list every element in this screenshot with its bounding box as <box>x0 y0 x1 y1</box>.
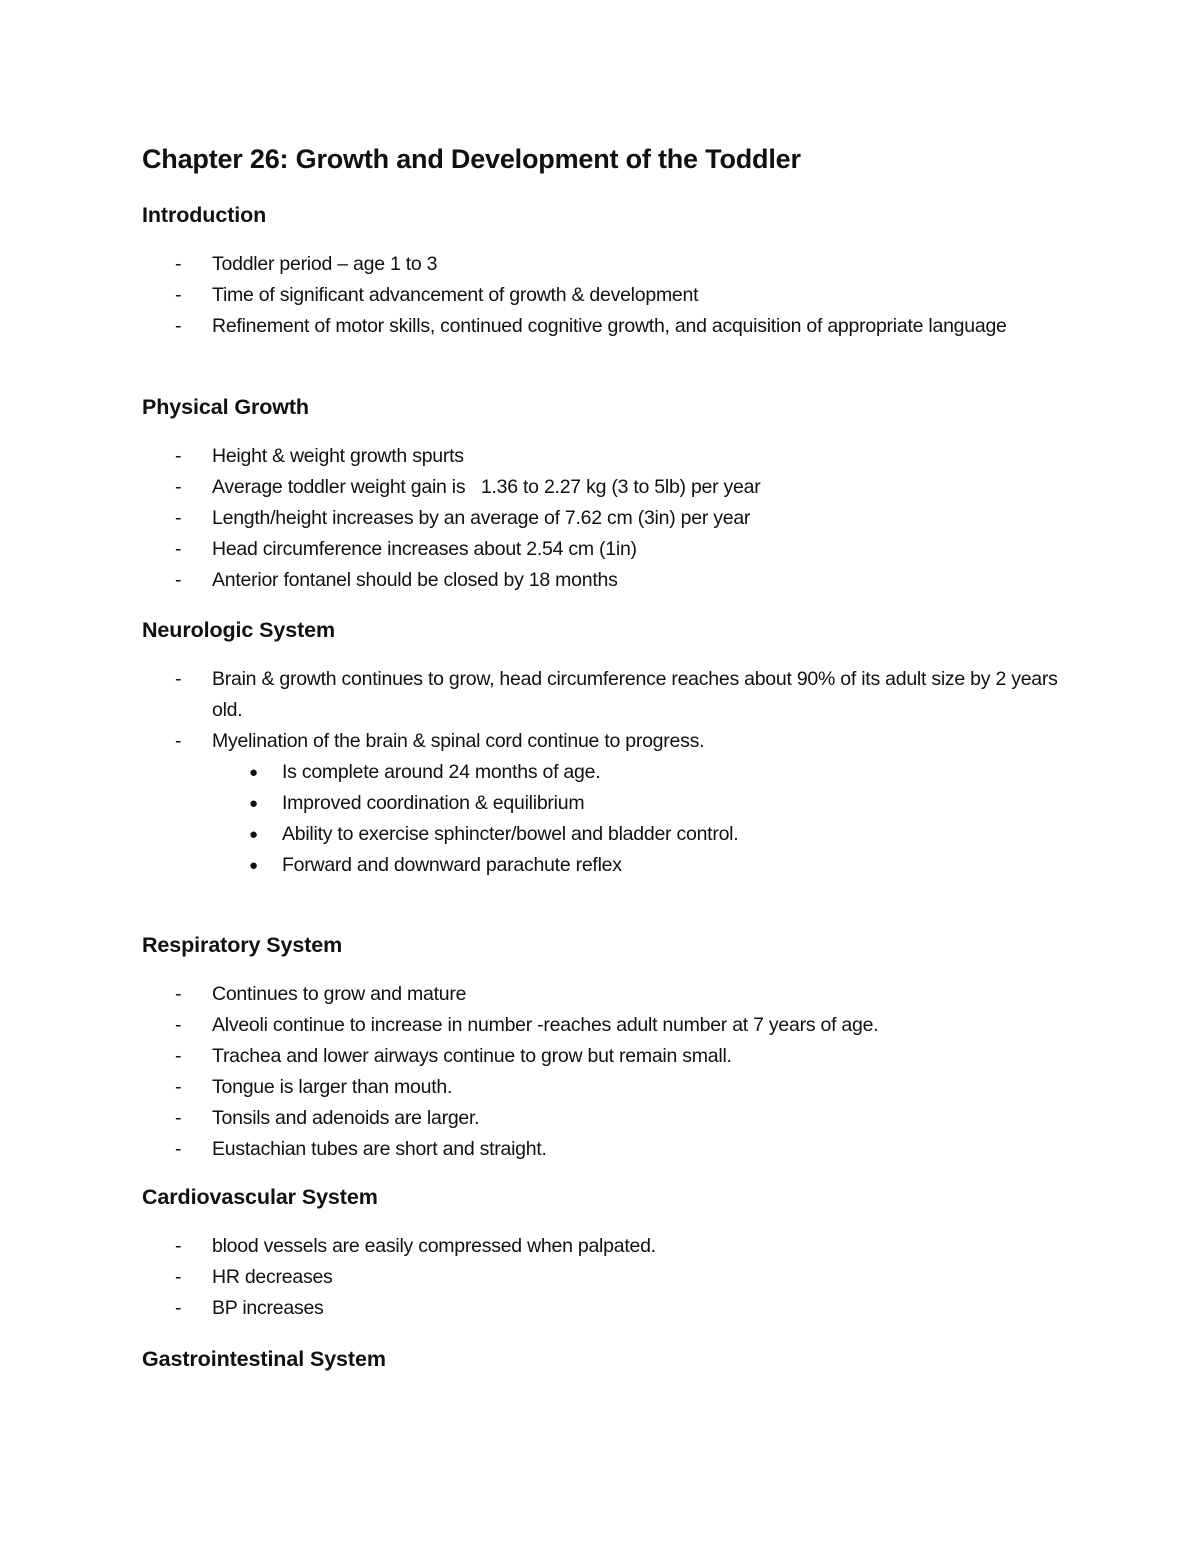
list-item-text: Eustachian tubes are short and straight. <box>212 1138 547 1160</box>
list-item <box>142 1010 1072 1041</box>
section-heading: Respiratory System <box>142 933 343 957</box>
list-item-text: Average toddler weight gain is 1.36 to 2.27 kg (3 to 5lb) per year <box>212 476 761 498</box>
list-item <box>142 311 1072 342</box>
dash-marker: - <box>175 983 182 1005</box>
list-item <box>142 441 1072 472</box>
section-heading: Physical Growth <box>142 395 309 419</box>
dash-marker: - <box>175 253 182 275</box>
section-introduction <box>142 200 1072 342</box>
list-item-text: Refinement of motor skills, continued cognitive growth, and acquisition of appropriate language <box>212 315 1007 337</box>
section-neurologic-system <box>142 615 1072 881</box>
section-heading: Gastrointestinal System <box>142 1347 386 1371</box>
bullet-marker: ● <box>249 764 258 781</box>
chapter-title: Chapter 26: Growth and Development of the Toddler <box>142 144 801 174</box>
sub-list-item-text: Forward and downward parachute reflex <box>282 854 622 876</box>
list-item-text: Alveoli continue to increase in number -reaches adult number at 7 years of age. <box>212 1014 879 1036</box>
list-item <box>142 565 1072 596</box>
dash-marker: - <box>175 538 182 560</box>
sub-bullet-list <box>142 757 1072 881</box>
section-heading: Neurologic System <box>142 618 336 642</box>
list-item-text: Myelination of the brain & spinal cord continue to progress. <box>212 730 705 752</box>
list-item <box>142 1072 1072 1103</box>
list-item-text: BP increases <box>212 1297 324 1319</box>
dash-marker: - <box>175 1138 182 1160</box>
bullet-list <box>142 1231 1072 1324</box>
bullet-marker: ● <box>249 826 258 843</box>
dash-marker: - <box>175 507 182 529</box>
list-item-text: Toddler period – age 1 to 3 <box>212 253 438 275</box>
list-item <box>142 1293 1072 1324</box>
list-item <box>142 979 1072 1010</box>
section-cardiovascular-system <box>142 1182 1072 1324</box>
dash-marker: - <box>175 668 182 690</box>
section-physical-growth <box>142 392 1072 596</box>
list-item <box>142 503 1072 534</box>
list-item <box>142 726 1072 881</box>
bullet-list <box>142 441 1072 596</box>
dash-marker: - <box>175 1076 182 1098</box>
bullet-list <box>142 664 1072 881</box>
list-item-text: Tonsils and adenoids are larger. <box>212 1107 480 1129</box>
list-item-text: Head circumference increases about 2.54 cm (1in) <box>212 538 637 560</box>
sub-list-item-text: Ability to exercise sphincter/bowel and bladder control. <box>282 823 739 845</box>
list-item-text: Anterior fontanel should be closed by 18 months <box>212 569 618 591</box>
list-item-text: Time of significant advancement of growth & development <box>212 284 699 306</box>
sub-list-item-text: Improved coordination & equilibrium <box>282 792 585 814</box>
list-item-text: Continues to grow and mature <box>212 983 467 1005</box>
list-item <box>142 1262 1072 1293</box>
list-item <box>142 1134 1072 1165</box>
sub-list-item <box>142 819 1072 850</box>
dash-marker: - <box>175 1045 182 1067</box>
sub-list-item <box>142 850 1072 881</box>
list-item-text: Tongue is larger than mouth. <box>212 1076 453 1098</box>
list-item <box>142 1231 1072 1262</box>
list-item <box>142 280 1072 311</box>
section-heading: Introduction <box>142 203 267 227</box>
bullet-marker: ● <box>249 795 258 812</box>
list-item-text: HR decreases <box>212 1266 333 1288</box>
list-item-text: blood vessels are easily compressed when palpated. <box>212 1235 656 1257</box>
section-heading: Cardiovascular System <box>142 1185 378 1209</box>
sub-list-item <box>142 788 1072 819</box>
dash-marker: - <box>175 284 182 306</box>
dash-marker: - <box>175 315 182 337</box>
list-item <box>142 534 1072 565</box>
list-item-text: Height & weight growth spurts <box>212 445 464 467</box>
list-item-text: Length/height increases by an average of 7.62 cm (3in) per year <box>212 507 751 529</box>
section-respiratory-system <box>142 930 1072 1165</box>
dash-marker: - <box>175 569 182 591</box>
dash-marker: - <box>175 445 182 467</box>
dash-marker: - <box>175 1297 182 1319</box>
section-gastrointestinal-system <box>142 1344 1072 1375</box>
bullet-list <box>142 249 1072 342</box>
dash-marker: - <box>175 730 182 752</box>
dash-marker: - <box>175 1107 182 1129</box>
list-item <box>142 1103 1072 1134</box>
list-item <box>142 472 1072 503</box>
dash-marker: - <box>175 1235 182 1257</box>
sub-list-item <box>142 757 1072 788</box>
dash-marker: - <box>175 1266 182 1288</box>
list-item <box>142 249 1072 280</box>
bullet-marker: ● <box>249 857 258 874</box>
list-item <box>142 664 1072 726</box>
list-item-text: Brain & growth continues to grow, head circumference reaches about 90% of its adult size by 2 years old. <box>212 668 1058 721</box>
dash-marker: - <box>175 1014 182 1036</box>
dash-marker: - <box>175 476 182 498</box>
list-item-text: Trachea and lower airways continue to grow but remain small. <box>212 1045 732 1067</box>
bullet-list <box>142 979 1072 1165</box>
list-item <box>142 1041 1072 1072</box>
sub-list-item-text: Is complete around 24 months of age. <box>282 761 601 783</box>
